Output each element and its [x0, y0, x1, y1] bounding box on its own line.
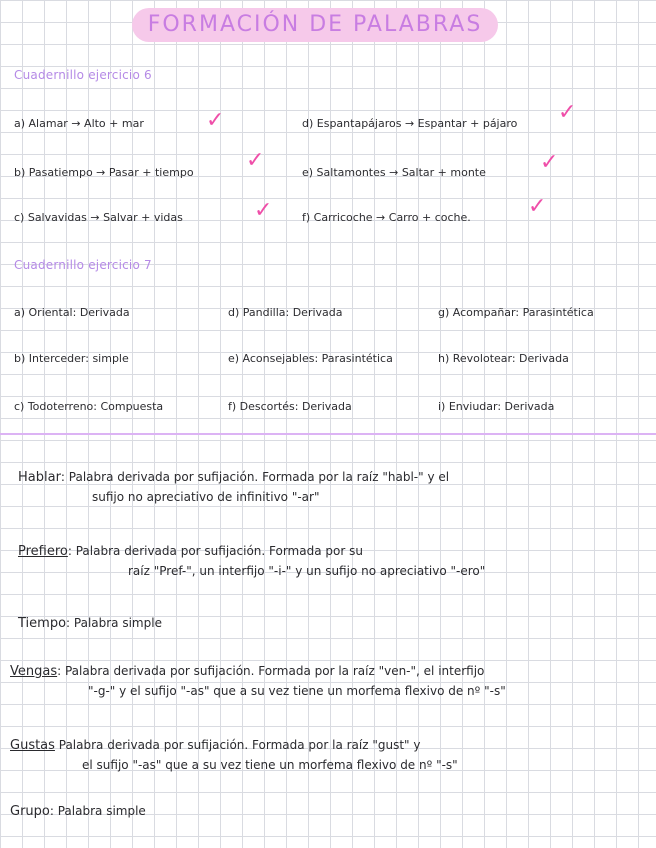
definition-tiempo [18, 612, 162, 631]
check-mark-icon: ✓ [206, 108, 225, 133]
term-grupo: Grupo [10, 804, 50, 819]
check-mark-icon: ✓ [254, 198, 273, 223]
ex7-item-a: a) Oriental: Derivada [14, 306, 130, 319]
ex7-item-b: b) Interceder: simple [14, 352, 129, 365]
check-mark-icon: ✓ [558, 100, 577, 125]
definition-line: : Palabra simple [49, 804, 146, 818]
ex7-item-f: f) Descortés: Derivada [228, 400, 352, 413]
ex7-item-h: h) Revolotear: Derivada [438, 352, 569, 365]
definition-line: "-g-" y el sufijo "-as" que a su vez tiene un morfema flexivo de nº "-s" [88, 684, 506, 698]
exercise-6-label: Cuadernillo ejercicio 6 [14, 68, 152, 82]
definition-vengas [10, 660, 484, 679]
term-vengas: Vengas [10, 664, 58, 679]
definition-line: raíz "Pref-", un interfijo "-i-" y un sufijo no apreciativo "-ero" [128, 564, 486, 578]
exercise-7-label: Cuadernillo ejercicio 7 [14, 258, 152, 272]
ex7-item-e: e) Aconsejables: Parasintética [228, 352, 393, 365]
definition-line: : Palabra derivada por sufijación. Formada por su [67, 544, 363, 558]
ex7-item-c: c) Todoterreno: Compuesta [14, 400, 164, 413]
check-mark-icon: ✓ [528, 194, 547, 219]
ex6-item-a: a) Alamar → Alto + mar [14, 117, 144, 130]
term-prefiero: Prefiero [18, 544, 68, 559]
ex7-item-d: d) Pandilla: Derivada [228, 306, 343, 319]
definition-line: : Palabra derivada por sufijación. Formada por la raíz "habl-" y el [60, 470, 450, 484]
definition-prefiero [18, 540, 363, 559]
definition-line: sufijo no apreciativo de infinitivo "-ar" [92, 490, 320, 504]
section-divider [0, 433, 656, 435]
definition-line: el sufijo "-as" que a su vez tiene un morfema flexivo de nº "-s" [82, 758, 458, 772]
ex6-item-b: b) Pasatiempo → Pasar + tiempo [14, 166, 194, 179]
definition-gustas [10, 734, 420, 753]
definition-hablar [18, 466, 449, 485]
page-title: FORMACIÓN DE PALABRAS [147, 12, 483, 37]
term-gustas: Gustas [10, 738, 55, 753]
definition-grupo [10, 800, 146, 819]
ex6-item-f: f) Carricoche → Carro + coche. [302, 211, 471, 224]
ex6-item-e: e) Saltamontes → Saltar + monte [302, 166, 486, 179]
ex6-item-c: c) Salvavidas → Salvar + vidas [14, 211, 183, 224]
ex6-item-d: d) Espantapájaros → Espantar + pájaro [302, 117, 518, 130]
term-hablar: Hablar [18, 470, 61, 485]
check-mark-icon: ✓ [246, 148, 265, 173]
term-tiempo: Tiempo [18, 616, 67, 631]
ex7-item-i: i) Enviudar: Derivada [438, 400, 555, 413]
definition-line: : Palabra derivada por sufijación. Formada por la raíz "ven-", el interfijo [57, 664, 485, 678]
definition-line: : Palabra simple [66, 616, 162, 630]
check-mark-icon: ✓ [540, 150, 559, 175]
ex7-item-g: g) Acompañar: Parasintética [438, 306, 594, 319]
definition-line: Palabra derivada por sufijación. Formada por la raíz "gust" y [54, 738, 421, 752]
